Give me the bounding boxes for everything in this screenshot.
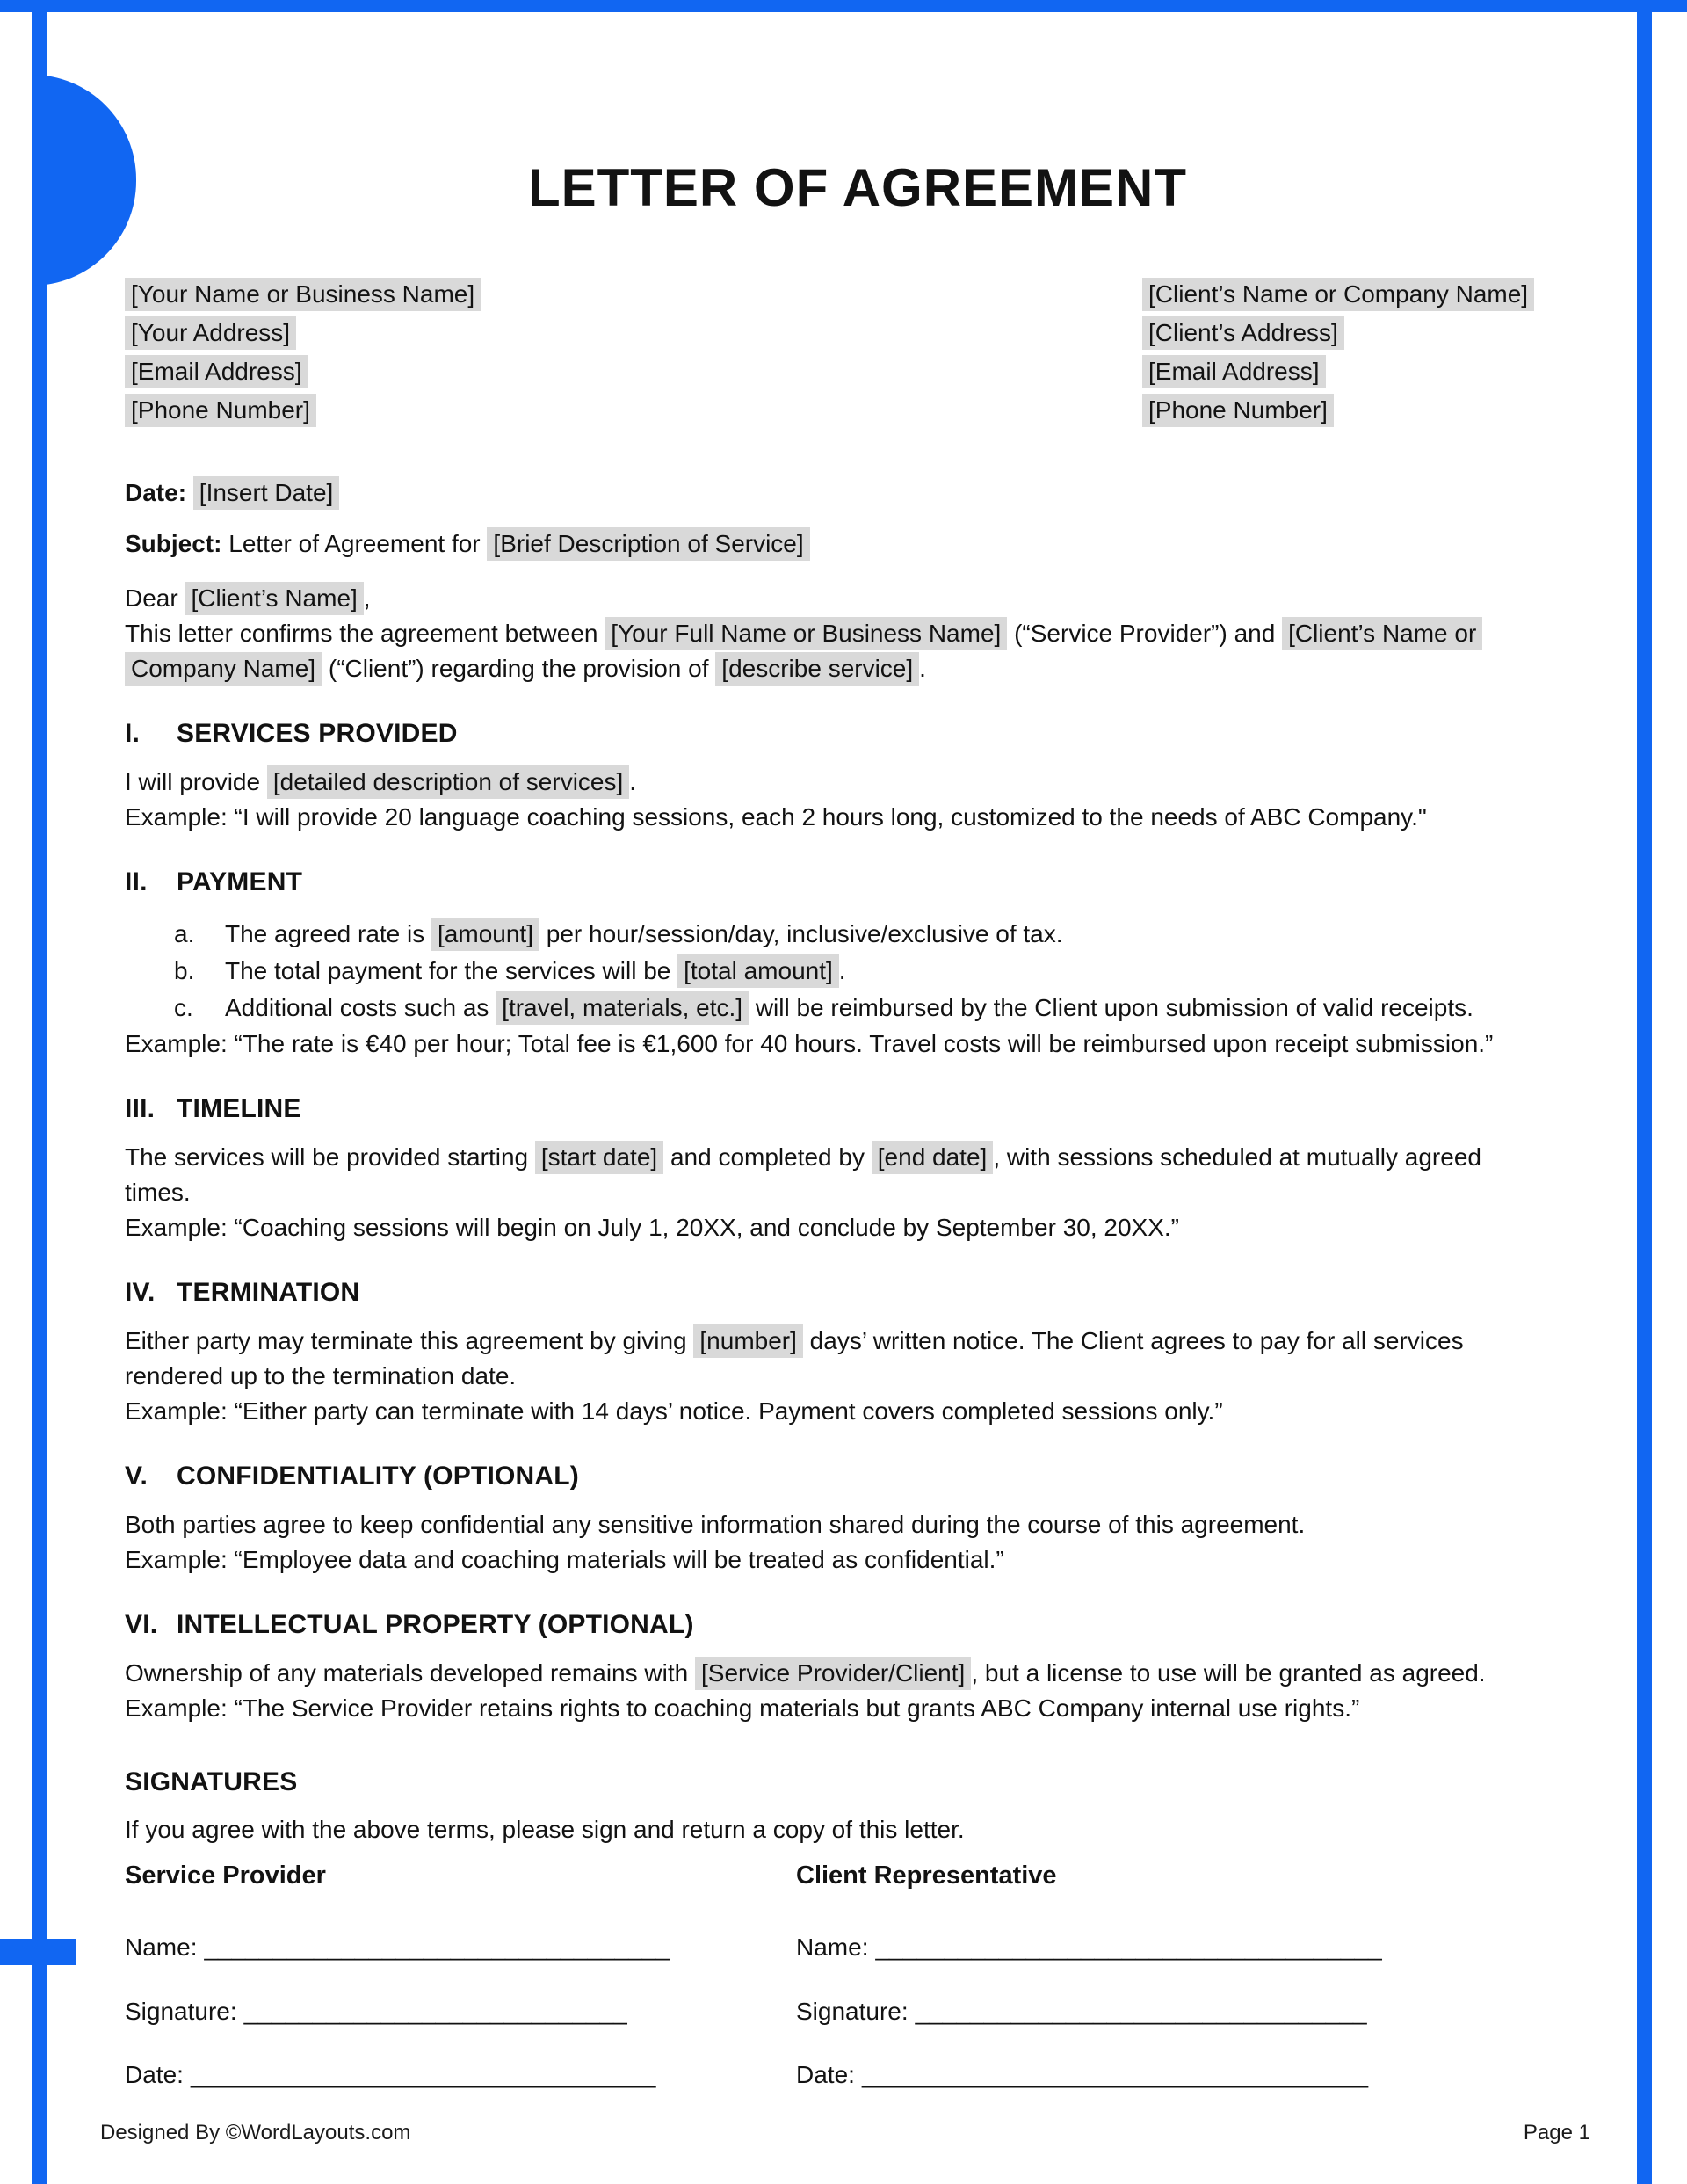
- text-segment: Example: “I will provide 20 language coaching sessions, each 2 hours long, customized to the needs of ABC Company.": [125, 803, 1427, 831]
- text-line: [225, 953, 846, 990]
- section-example: [125, 1027, 1590, 1062]
- client-info-block: [1142, 279, 1534, 433]
- intro-paragraph: [125, 616, 1590, 686]
- placeholder-field: [Client’s Name or: [1282, 617, 1482, 650]
- placeholder-field: [Your Full Name or Business Name]: [605, 617, 1007, 650]
- signature-line: _____________________________________: [875, 1934, 1382, 1961]
- section-number: VI.: [125, 1610, 158, 1639]
- text-segment: per hour/session/day, inclusive/exclusive of tax.: [539, 920, 1063, 947]
- section-payment: [125, 865, 1590, 1062]
- section-body: [125, 1656, 1590, 1726]
- section-heading: [125, 1459, 1590, 1494]
- placeholder-field: [start date]: [535, 1141, 663, 1174]
- text-segment: will be reimbursed by the Client upon submission of valid receipts.: [749, 994, 1473, 1021]
- text-line: [125, 581, 1590, 616]
- corner-circle-decoration: [32, 75, 136, 286]
- placeholder-field: [Phone Number]: [125, 394, 316, 427]
- placeholder-field: [Client’s Address]: [1142, 316, 1344, 350]
- list-marker: c.: [174, 994, 193, 1021]
- signature-line: _____________________________________: [861, 2061, 1369, 2088]
- text-segment: This letter confirms the agreement between: [125, 620, 605, 647]
- text-segment: .: [919, 655, 926, 682]
- placeholder-field: [Email Address]: [1142, 355, 1326, 388]
- text-line: [125, 475, 1590, 511]
- text-line: If you agree with the above terms, please sign and return a copy of this letter.: [125, 1816, 965, 1843]
- text-segment: Additional costs such as: [225, 994, 496, 1021]
- placeholder-field: [number]: [693, 1324, 803, 1358]
- section-intellectual-property: [125, 1607, 1590, 1726]
- sender-field-line: [125, 395, 481, 425]
- section-heading: [125, 1092, 1590, 1127]
- text-segment: Example: “Employee data and coaching materials will be treated as confidential.”: [125, 1546, 1004, 1573]
- list-item: [125, 990, 1590, 1027]
- text-segment: Subject:: [125, 530, 222, 557]
- section-title: INTELLECTUAL PROPERTY (OPTIONAL): [177, 1610, 694, 1639]
- text-segment: Ownership of any materials developed remains with: [125, 1659, 695, 1687]
- signature-instruction: [125, 1812, 1590, 1847]
- signature-line: _________________________________: [915, 1998, 1367, 2025]
- text-segment: days’ written notice. The Client agrees to pay for all services: [802, 1327, 1464, 1354]
- list-item-text: [225, 916, 1063, 953]
- placeholder-field: [total amount]: [677, 954, 839, 988]
- provider-signature-column: [125, 1858, 796, 2093]
- text-segment: Example: “The Service Provider retains rights to coaching materials but grants ABC Company internal use rights.”: [125, 1694, 1360, 1722]
- text-line: [125, 1507, 1590, 1542]
- text-segment: Dear: [125, 584, 185, 612]
- text-segment: [186, 479, 193, 506]
- field-label: Name:: [125, 1934, 198, 1961]
- text-segment: .: [838, 957, 846, 984]
- text-line: [125, 1359, 1590, 1394]
- section-body: [125, 1140, 1590, 1245]
- text-segment: , with sessions scheduled at mutually agreed: [993, 1143, 1481, 1171]
- client-signature-column: [796, 1858, 1590, 2093]
- text-segment: Date:: [125, 479, 187, 506]
- section-number: I.: [125, 719, 141, 748]
- signature-date-row: [796, 2057, 1590, 2093]
- text-line: [125, 1394, 1590, 1429]
- text-segment: ,: [363, 584, 371, 612]
- parties-header: [125, 279, 1590, 447]
- text-segment: , but a license to use will be granted as agreed.: [971, 1659, 1486, 1687]
- text-segment: Both parties agree to keep confidential any sensitive information shared during the course of this agreement.: [125, 1511, 1306, 1538]
- section-title: TIMELINE: [177, 1094, 301, 1123]
- section-title: CONFIDENTIALITY (OPTIONAL): [177, 1462, 579, 1491]
- section-heading: [125, 716, 1590, 751]
- field-label: Name:: [796, 1934, 869, 1961]
- signature-sign-row: [125, 1994, 796, 2029]
- section-heading: [125, 1607, 1590, 1643]
- placeholder-field: [Your Name or Business Name]: [125, 278, 481, 311]
- placeholder-field: [Client’s Name]: [185, 582, 363, 615]
- section-number: II.: [125, 867, 148, 896]
- client-field-line: [1142, 279, 1534, 309]
- client-field-line: [1142, 317, 1534, 348]
- left-tab-decoration: [0, 1939, 76, 1965]
- sender-field-line: [125, 317, 481, 348]
- text-line: [125, 1542, 1590, 1578]
- payment-list: [125, 916, 1590, 1027]
- text-line: [125, 1175, 1590, 1210]
- placeholder-field: [Your Address]: [125, 316, 296, 350]
- section-title: SERVICES PROVIDED: [177, 719, 458, 748]
- text-line: [125, 1027, 1590, 1062]
- list-item-text: [225, 990, 1473, 1027]
- placeholder-field: [Insert Date]: [193, 476, 340, 510]
- section-title: TERMINATION: [177, 1278, 360, 1307]
- text-segment: I will provide: [125, 768, 267, 795]
- placeholder-field: [Brief Description of Service]: [487, 527, 809, 561]
- sender-field-line: [125, 356, 481, 387]
- section-termination: [125, 1275, 1590, 1429]
- text-line: [125, 651, 1590, 686]
- sender-info-block: [125, 279, 481, 433]
- text-segment: times.: [125, 1179, 191, 1206]
- section-title: PAYMENT: [177, 867, 303, 896]
- text-segment: Example: “The rate is €40 per hour; Total fee is €1,600 for 40 hours. Travel costs will be reimbursed upon receipt submission.”: [125, 1030, 1494, 1057]
- list-item: [125, 916, 1590, 953]
- text-line: [125, 1140, 1590, 1175]
- placeholder-field: [detailed description of services]: [267, 765, 629, 799]
- placeholder-field: [describe service]: [715, 652, 919, 686]
- text-line: [225, 916, 1063, 953]
- text-line: [125, 1656, 1590, 1691]
- left-border-bar: [32, 0, 47, 2184]
- field-label: Date:: [125, 2061, 184, 2088]
- section-body: [125, 765, 1590, 835]
- section-body: [125, 1324, 1590, 1429]
- text-segment: The agreed rate is: [225, 920, 432, 947]
- list-item-text: [225, 953, 846, 990]
- text-segment: rendered up to the termination date.: [125, 1362, 517, 1389]
- section-body: [125, 1507, 1590, 1578]
- text-segment: .: [629, 768, 637, 795]
- section-heading: [125, 865, 1590, 900]
- section-services: [125, 716, 1590, 835]
- signature-column-title: Service Provider: [125, 1861, 326, 1890]
- signature-date-row: [125, 2057, 796, 2093]
- text-line: [125, 800, 1590, 835]
- right-border-bar: [1637, 0, 1652, 2184]
- text-line: [125, 765, 1590, 800]
- signature-line: ____________________________: [243, 1998, 627, 2025]
- text-line: [125, 526, 1590, 562]
- signature-line: __________________________________: [190, 2061, 656, 2088]
- section-number: III.: [125, 1094, 156, 1123]
- placeholder-field: [Phone Number]: [1142, 394, 1334, 427]
- list-marker: a.: [174, 920, 195, 947]
- field-label: Signature:: [125, 1998, 237, 2025]
- subject-line: [125, 526, 1590, 562]
- section-number: V.: [125, 1462, 148, 1491]
- section-heading: [125, 1275, 1590, 1310]
- document-title: LETTER OF AGREEMENT: [527, 158, 1188, 217]
- placeholder-field: [Service Provider/Client]: [695, 1657, 971, 1690]
- text-line: [125, 1691, 1590, 1726]
- text-segment: The services will be provided starting: [125, 1143, 535, 1171]
- sender-field-line: [125, 279, 481, 309]
- client-field-line: [1142, 356, 1534, 387]
- document-body: [125, 0, 1590, 2093]
- signature-columns: [125, 1858, 1590, 2093]
- client-field-line: [1142, 395, 1534, 425]
- field-label: Date:: [796, 2061, 855, 2088]
- placeholder-field: [Email Address]: [125, 355, 308, 388]
- text-line: [225, 990, 1473, 1027]
- signatures-heading: SIGNATURES: [125, 1767, 298, 1796]
- text-segment: Letter of Agreement for: [221, 530, 488, 557]
- text-segment: Example: “Coaching sessions will begin on July 1, 20XX, and conclude by September 30, 20XX.”: [125, 1214, 1180, 1241]
- text-segment: (“Client”) regarding the provision of: [322, 655, 716, 682]
- signature-column-title: Client Representative: [796, 1861, 1057, 1890]
- placeholder-field: Company Name]: [125, 652, 322, 686]
- field-label: Signature:: [796, 1998, 909, 2025]
- footer-credit: Designed By ©WordLayouts.com: [100, 2121, 411, 2144]
- salutation: [125, 581, 1590, 616]
- list-item: [125, 953, 1590, 990]
- section-number: IV.: [125, 1278, 156, 1307]
- date-line: [125, 475, 1590, 511]
- text-segment: and completed by: [663, 1143, 872, 1171]
- section-timeline: [125, 1092, 1590, 1245]
- footer-page-number: Page 1: [1523, 2121, 1590, 2144]
- signature-name-row: [796, 1930, 1590, 1965]
- text-segment: The total payment for the services will be: [225, 957, 678, 984]
- text-segment: Either party may terminate this agreement by giving: [125, 1327, 694, 1354]
- placeholder-field: [amount]: [431, 918, 539, 951]
- section-confidentiality: [125, 1459, 1590, 1578]
- signature-line: __________________________________: [204, 1934, 670, 1961]
- text-segment: Example: “Either party can terminate with 14 days’ notice. Payment covers completed sessions only.”: [125, 1397, 1223, 1425]
- text-line: [125, 1210, 1590, 1245]
- placeholder-field: [travel, materials, etc.]: [496, 991, 749, 1025]
- signature-name-row: [125, 1930, 796, 1965]
- placeholder-field: [end date]: [872, 1141, 994, 1174]
- list-marker: b.: [174, 957, 195, 984]
- text-line: [125, 616, 1590, 651]
- placeholder-field: [Client’s Name or Company Name]: [1142, 278, 1534, 311]
- page-footer: [100, 2120, 1590, 2146]
- text-line: [125, 1324, 1590, 1359]
- text-segment: (“Service Provider”) and: [1007, 620, 1283, 647]
- signature-sign-row: [796, 1994, 1590, 2029]
